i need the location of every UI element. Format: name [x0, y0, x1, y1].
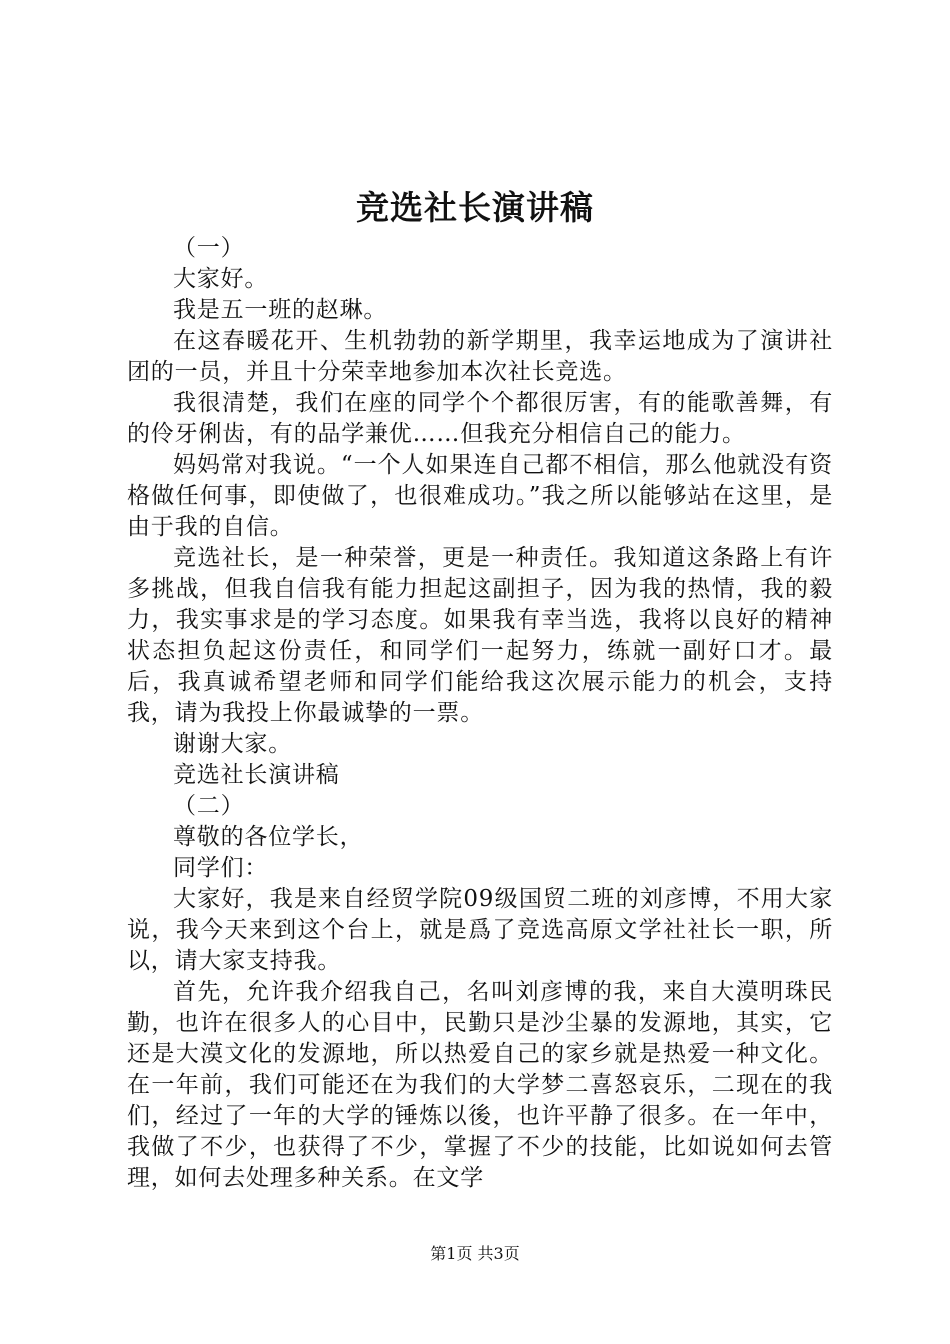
paragraph: （二） — [173, 793, 245, 819]
paragraph: 竞选社长，是一种荣誉，更是一种责任。我知道这条路上有许多挑战，但我自信我有能力担起这副担子，因为我的热情，我的毅力，我实事求是的学习态度。如果我有幸当选，我将以良好的精神状态担负起这份责任，和同学们一起努力，练就一副好口才。最后，我真诚希望老师和同学们能给我这次展示能力的机会，支持我，请为我投上你最诚挚的一票。 — [127, 545, 833, 726]
paragraph: 妈妈常对我说。“一个人如果连自己都不相信，那么他就没有资格做任何事，即使做了，也很难成功。”我之所以能够站在这里，是由于我的自信。 — [127, 452, 833, 540]
page-number-footer: 第1页 共3页 — [430, 1244, 520, 1263]
paragraph: 在这春暖花开、生机勃勃的新学期里，我幸运地成为了演讲社团的一员，并且十分荣幸地参加本次社长竞选。 — [127, 328, 833, 385]
paragraph: 大家好，我是来自经贸学院09级国贸二班的刘彦博，不用大家说，我今天来到这个台上，就是爲了竞选高原文学社社长一职，所以，请大家支持我。 — [127, 886, 833, 974]
paragraph: 同学们： — [173, 855, 269, 881]
paragraph: 我很清楚，我们在座的同学个个都很厉害，有的能歌善舞，有的伶牙俐齿，有的品学兼优……但我充分相信自己的能力。 — [127, 390, 833, 447]
paragraph: 竞选社长演讲稿 — [173, 762, 340, 788]
paragraph: 首先，允许我介绍我自己，名叫刘彦博的我，来自大漠明珠民勤，也许在很多人的心目中，民勤只是沙尘暴的发源地，其实，它还是大漠文化的发源地，所以热爱自己的家乡就是热爱一种文化。在一年前，我们可能还在为我们的大学梦二喜怒哀乐，二现在的我们，经过了一年的大学的锤炼以後，也许平静了很多。在一年中，我做了不少，也获得了不少，掌握了不少的技能，比如说如何去管理，如何去处理多种关系。在文学 — [127, 979, 833, 1191]
paragraph: 尊敬的各位学长， — [173, 824, 364, 850]
paragraph: （一） — [173, 235, 245, 261]
document-title: 竞选社长演讲稿 — [356, 188, 594, 227]
paragraph: 大家好。 — [173, 266, 269, 292]
document-body — [127, 233, 833, 1194]
paragraph: 谢谢大家。 — [173, 731, 292, 757]
paragraph: 我是五一班的赵琳。 — [173, 297, 388, 323]
